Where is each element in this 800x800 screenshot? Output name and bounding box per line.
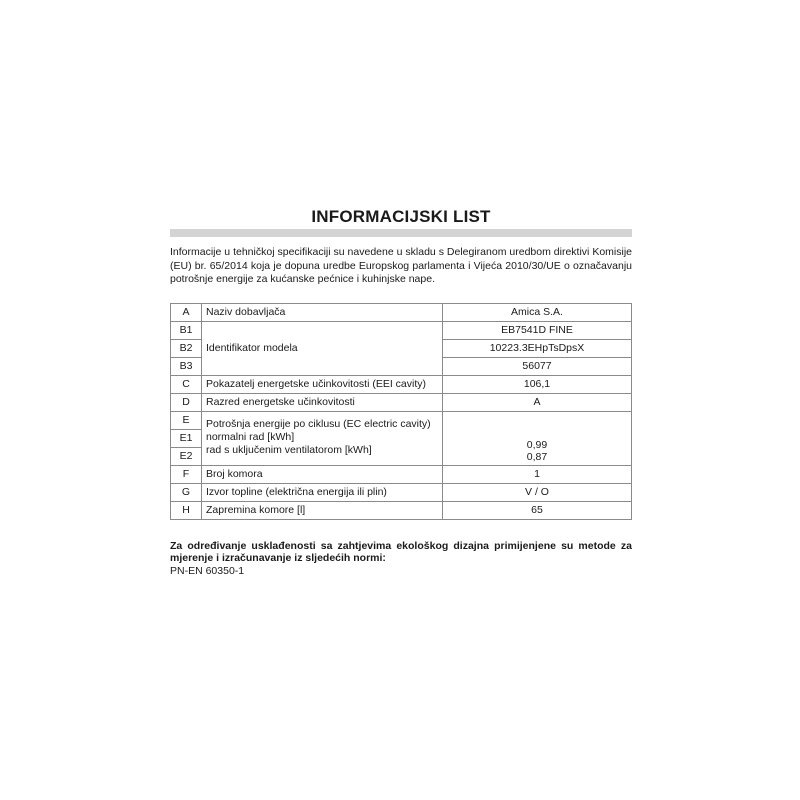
table-row	[171, 393, 632, 411]
table-row	[171, 375, 632, 393]
row-value: 1	[443, 465, 632, 483]
row-code: D	[171, 393, 202, 411]
row-code: G	[171, 483, 202, 501]
row-value: Amica S.A.	[443, 303, 632, 321]
row-code: B2	[171, 339, 202, 357]
row-label-line: normalni rad [kWh]	[206, 430, 295, 443]
row-value: A	[443, 393, 632, 411]
row-value: 10223.3EHpTsDpsX	[443, 339, 632, 357]
row-value: 106,1	[443, 375, 632, 393]
row-value: EB7541D FINE	[443, 321, 632, 339]
table-row	[171, 465, 632, 483]
row-label: Izvor topline (električna energija ili plin)	[202, 483, 443, 501]
row-label: Razred energetske učinkovitosti	[202, 393, 443, 411]
table-row	[171, 501, 632, 519]
row-value: 65	[443, 501, 632, 519]
standard-reference: PN-EN 60350-1	[170, 564, 245, 577]
row-label: Pokazatelj energetske učinkovitosti (EEI cavity)	[202, 375, 443, 393]
row-code: E	[171, 411, 202, 429]
row-code: H	[171, 501, 202, 519]
row-value-line: 0,87	[526, 450, 548, 463]
table-row	[171, 321, 632, 339]
row-value-multiline	[443, 411, 632, 465]
row-label: Broj komora	[202, 465, 443, 483]
table-row	[171, 411, 632, 429]
row-label: Identifikator modela	[202, 321, 443, 375]
row-code: F	[171, 465, 202, 483]
row-label: Naziv dobavljača	[202, 303, 443, 321]
title-underline-bar	[170, 229, 632, 237]
table-row	[171, 483, 632, 501]
row-label-line: Potrošnja energije po ciklusu (EC electric cavity)	[206, 417, 431, 430]
intro-paragraph: Informacije u tehničkoj specifikaciji su navedene u skladu s Delegiranom uredbom direktivi Komisije (EU) br. 65/2014 koja je dopuna uredbe Europskog parlamenta i Vijeća 2010/30/UE o označavanju potrošnje energije za kućanske pećnice i kuhinjske nape.	[170, 246, 632, 285]
row-code: C	[171, 375, 202, 393]
row-code: E2	[171, 447, 202, 465]
row-value: V / O	[443, 483, 632, 501]
row-label-multiline	[202, 411, 443, 465]
compliance-note: Za određivanje usklađenosti sa zahtjevima ekološkog dizajna primijenjene su metode za mjerenje i izračunavanje iz sljedećih normi:	[170, 539, 632, 564]
page-title: INFORMACIJSKI LIST	[311, 207, 491, 226]
row-code: B3	[171, 357, 202, 375]
row-code: B1	[171, 321, 202, 339]
row-value: 56077	[443, 357, 632, 375]
row-value-line: 0,99	[526, 438, 548, 451]
row-label-line: rad s uključenim ventilatorom [kWh]	[206, 443, 372, 456]
table-row	[171, 303, 632, 321]
information-sheet	[170, 206, 632, 578]
product-info-table	[170, 303, 632, 520]
row-code: A	[171, 303, 202, 321]
row-code: E1	[171, 429, 202, 447]
row-label: Zapremina komore [l]	[202, 501, 443, 519]
